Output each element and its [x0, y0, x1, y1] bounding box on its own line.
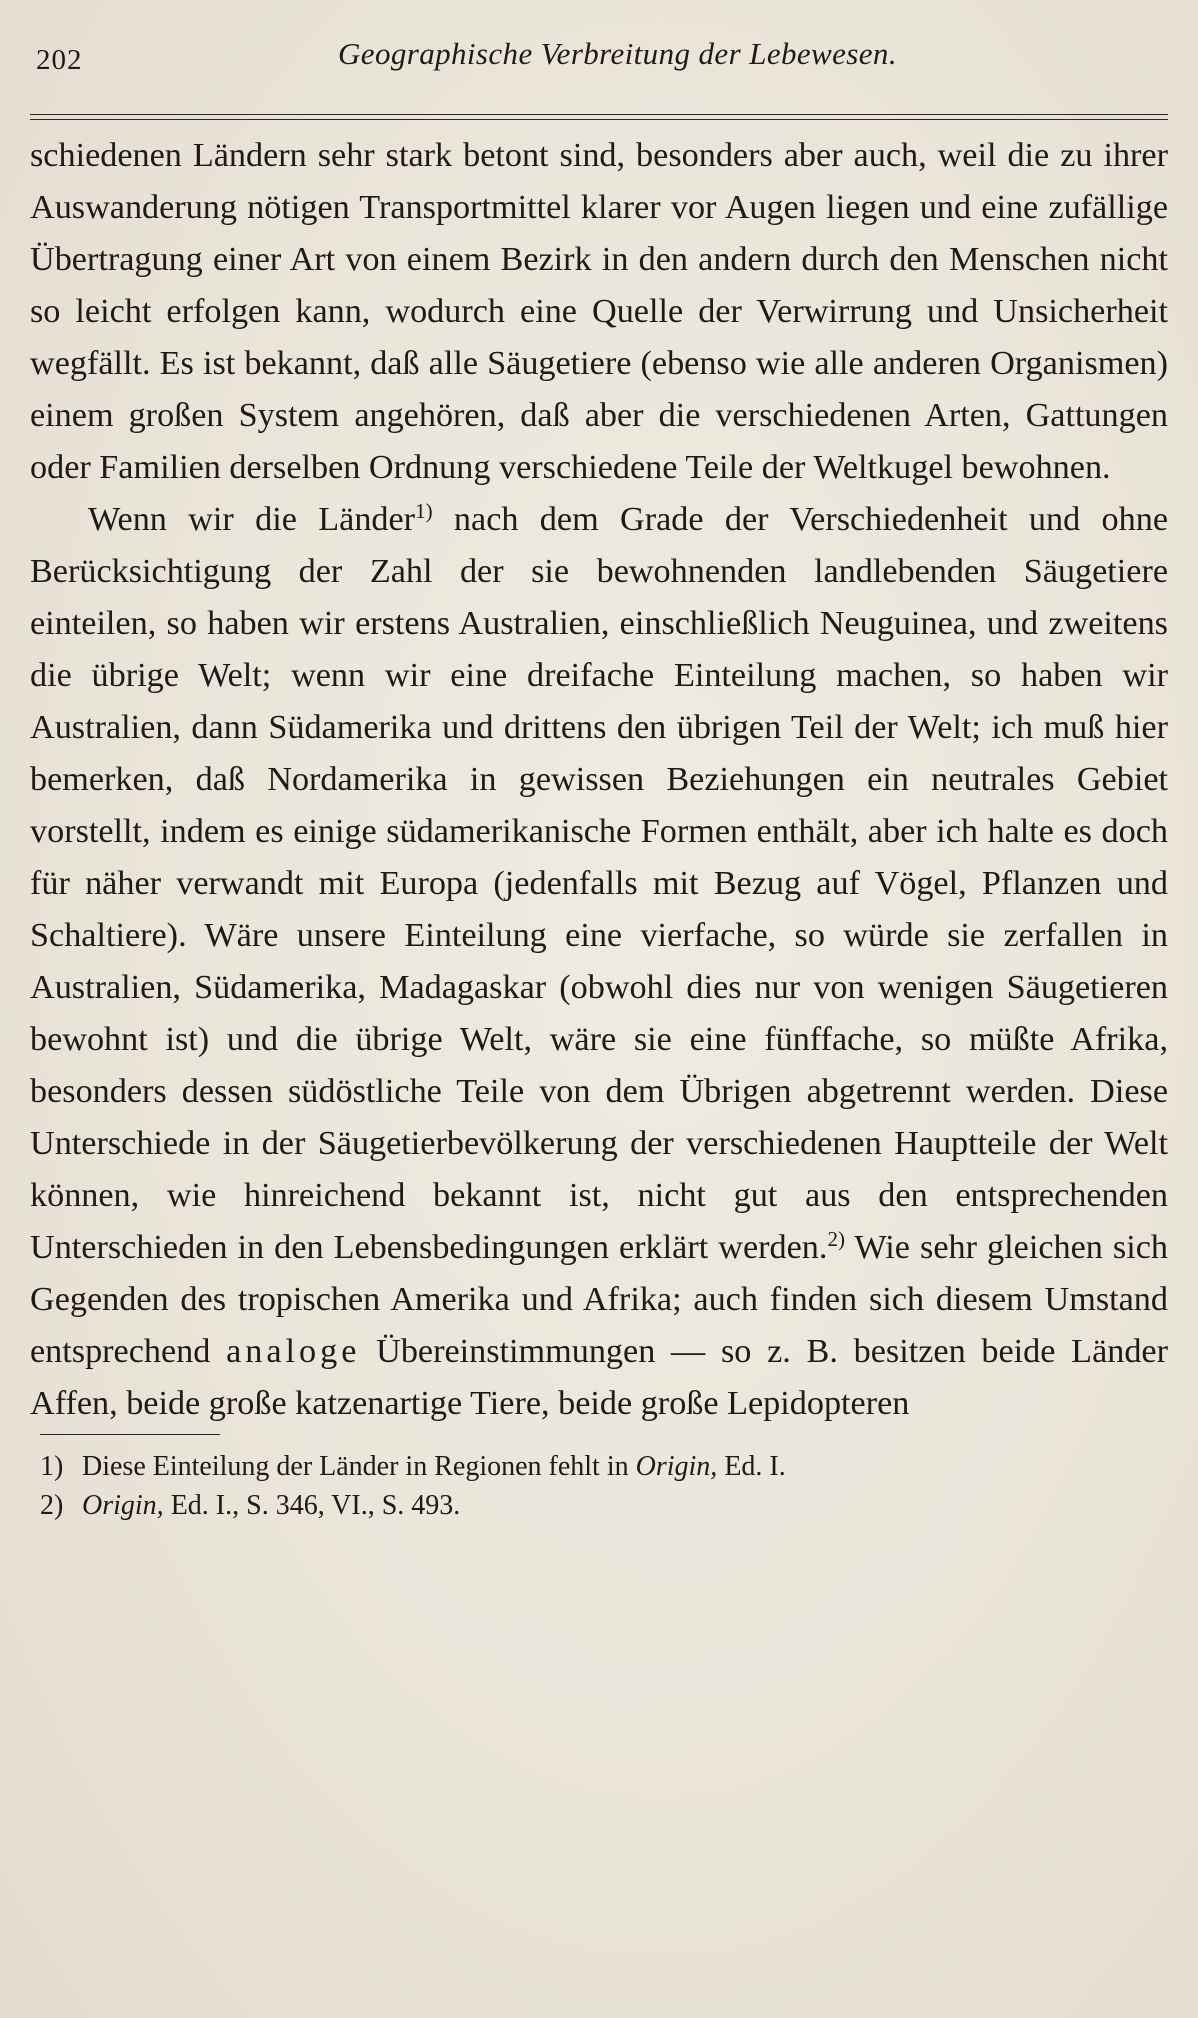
footnote-italic: Origin,: [82, 1490, 164, 1521]
footnote-reference-2: 2): [827, 1227, 845, 1251]
footnote-number: 1): [40, 1451, 64, 1482]
running-title: Geographische Verbreitung der Lebewesen.: [338, 36, 897, 71]
footnote-1: [40, 1447, 1165, 1486]
footnote-italic: Origin,: [635, 1451, 718, 1482]
footnote-text-after: Ed. I., S. 346, VI., S. 493.: [163, 1490, 461, 1521]
paragraph-continued: schiedenen Ländern sehr stark betont sind, besonders aber auch, weil die zu ihrer Auswanderung nötigen Transportmittel klarer vor Augen liegen und eine zufällige Übertragung einer Art von einem Bezirk in den andern durch den Menschen nicht so leicht erfolgen kann, wodurch eine Quelle der Verwirrung und Unsicherheit wegfällt. Es ist bekannt, daß alle Säugetiere (ebenso wie alle anderen Organismen) einem großen System angehören, daß aber die verschiedenen Arten, Gattungen oder Familien derselben Ordnung verschiedene Teile der Weltkugel bewohnen.: [30, 137, 1168, 486]
body-text: [30, 130, 1168, 1430]
paragraph-main: [30, 494, 1168, 1430]
page-number: 202: [36, 44, 83, 76]
footnote-rule: [40, 1434, 220, 1435]
footnote-text-after: Ed. I.: [717, 1451, 786, 1482]
footnote-reference-1: 1): [415, 499, 433, 523]
footnote-number: 2): [40, 1490, 64, 1521]
emphasized-word: analoge: [226, 1333, 361, 1370]
paragraph-text: Wie sehr gleichen sich Gegenden des tropischen Amerika und Afrika; auch finden sich diesem Umstand entsprechend: [30, 1229, 1168, 1370]
footnotes: [30, 1447, 1165, 1525]
paragraph-text: Wenn wir die Länder: [88, 501, 416, 538]
footnote-text: Diese Einteilung der Länder in Regionen fehlt in: [82, 1451, 636, 1482]
running-head: [30, 34, 1165, 74]
paragraph-text: Übereinstimmungen — so z. B. besitzen beide Länder Affen, beide große katzenartige Tiere, beide große Lepidopteren: [30, 1333, 1168, 1422]
header-double-rule: [30, 114, 1168, 120]
paragraph-text: nach dem Grade der Verschiedenheit und ohne Berücksichtigung der Zahl der sie bewohnenden landlebenden Säugetiere einteilen, so haben wir erstens Australien, einschließlich Neuguinea, und zweitens die übrige Welt; wenn wir eine dreifache Einteilung machen, so haben wir Australien, dann Südamerika und drittens den übrigen Teil der Welt; ich muß hier bemerken, daß Nordamerika in gewissen Beziehungen ein neutrales Gebiet vorstellt, indem es einige südamerikanische Formen enthält, aber ich halte es doch für näher verwandt mit Europa (jedenfalls mit Bezug auf Vögel, Pflanzen und Schaltiere). Wäre unsere Einteilung eine vierfache, so würde sie zerfallen in Australien, Südamerika, Madagaskar (obwohl dies nur von wenigen Säugetieren bewohnt ist) und die übrige Welt, wäre sie eine fünffache, so müßte Afrika, besonders dessen südöstliche Teile von dem Übrigen abgetrennt werden. Diese Unterschiede in der Säugetierbevölkerung der verschiedenen Hauptteile der Welt können, wie hinreichend bekannt ist, nicht gut aus den entsprechenden Unterschieden in den Lebensbedingungen erklärt werden.: [30, 501, 1168, 1266]
footnote-2: [40, 1486, 1165, 1525]
